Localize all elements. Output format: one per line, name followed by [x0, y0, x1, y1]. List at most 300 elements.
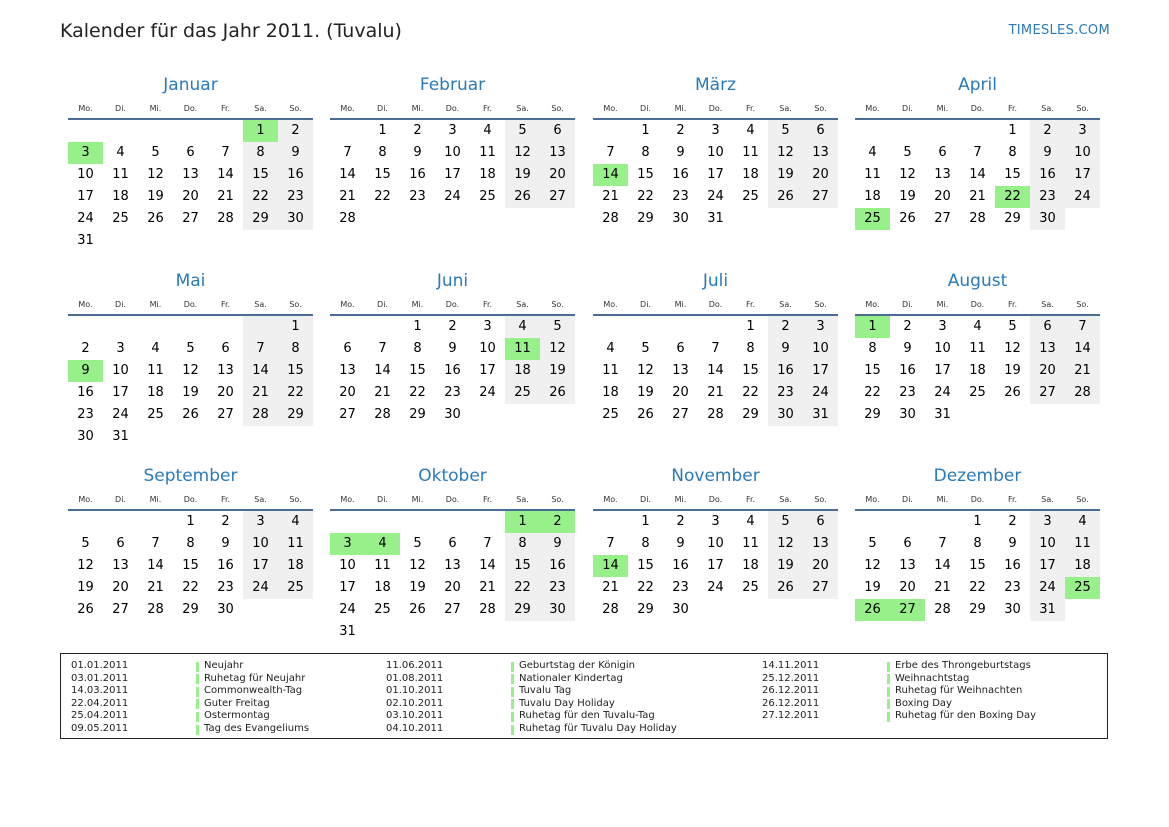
- weekday-label: Sa.: [779, 495, 792, 504]
- day-cell: 17: [339, 580, 356, 595]
- weekday-label: Mo.: [603, 104, 618, 113]
- day-cell: 21: [707, 385, 724, 400]
- day-cell: 11: [505, 338, 540, 360]
- day-cell: 7: [151, 536, 160, 551]
- day-cell: 10: [243, 533, 278, 555]
- empty-cell: [540, 208, 575, 230]
- day-cell: 15: [864, 363, 881, 378]
- day-cell: 15: [505, 555, 540, 577]
- day-cell: 9: [768, 338, 803, 360]
- weekday-label: Fr.: [482, 300, 493, 309]
- empty-cell: [803, 208, 838, 230]
- day-cell: 13: [803, 533, 838, 555]
- day-grid: [68, 316, 313, 448]
- day-cell: 21: [374, 385, 391, 400]
- month-5: [330, 266, 575, 426]
- month-8: [68, 461, 313, 621]
- empty-cell: [208, 316, 243, 338]
- day-cell: 28: [374, 407, 391, 422]
- day-cell: 6: [343, 341, 352, 356]
- day-cell: 27: [540, 186, 575, 208]
- empty-cell: [593, 120, 628, 142]
- day-cell: 6: [221, 341, 230, 356]
- month-name: Februar: [419, 75, 486, 95]
- empty-cell: [243, 426, 278, 448]
- day-cell: 3: [938, 319, 947, 334]
- day-cell: 7: [221, 145, 230, 160]
- holiday-legend: [60, 653, 1108, 739]
- weekday-label: Fr.: [745, 495, 756, 504]
- day-cell: 12: [899, 167, 916, 182]
- empty-cell: [365, 621, 400, 643]
- empty-cell: [68, 316, 103, 338]
- day-cell: 21: [969, 189, 986, 204]
- month-name: Januar: [163, 75, 218, 95]
- day-cell: 24: [707, 580, 724, 595]
- day-cell: 9: [903, 341, 912, 356]
- weekday-label: Sa.: [516, 104, 529, 113]
- empty-cell: [208, 230, 243, 252]
- legend-marker: [887, 699, 890, 709]
- day-cell: 16: [1030, 164, 1065, 186]
- day-cell: 22: [505, 577, 540, 599]
- day-cell: 29: [864, 407, 881, 422]
- day-cell: 12: [409, 558, 426, 573]
- empty-cell: [330, 120, 365, 142]
- empty-cell: [470, 621, 505, 643]
- empty-cell: [103, 230, 138, 252]
- day-cell: 20: [339, 385, 356, 400]
- day-cell: 6: [803, 120, 838, 142]
- day-cell: 26: [855, 599, 890, 621]
- month-11: [855, 461, 1100, 621]
- empty-cell: [243, 599, 278, 621]
- legend-marker: [196, 712, 199, 722]
- day-cell: 27: [803, 186, 838, 208]
- weekday-label: Mi.: [936, 495, 949, 504]
- legend-holiday-name: Ruhetag für Tuvalu Day Holiday: [519, 723, 677, 734]
- day-cell: 13: [672, 363, 689, 378]
- day-cell: 28: [969, 211, 986, 226]
- day-cell: 12: [637, 363, 654, 378]
- weekday-label: Fr.: [220, 495, 231, 504]
- month-name: September: [143, 466, 238, 486]
- weekday-label: Di.: [377, 300, 388, 309]
- day-cell: 28: [602, 211, 619, 226]
- legend-date: 14.03.2011: [71, 685, 129, 697]
- day-cell: 3: [1030, 511, 1065, 533]
- day-cell: 1: [505, 511, 540, 533]
- day-cell: 25: [855, 208, 890, 230]
- day-cell: 16: [217, 558, 234, 573]
- empty-cell: [138, 230, 173, 252]
- legend-marker: [196, 662, 199, 672]
- day-cell: 7: [483, 536, 492, 551]
- legend-date: 11.06.2011: [386, 660, 444, 671]
- empty-cell: [628, 316, 663, 338]
- legend-holiday-name: Weihnachtstag: [895, 672, 970, 684]
- empty-cell: [593, 511, 628, 533]
- empty-cell: [400, 511, 435, 533]
- month-3: [855, 70, 1100, 230]
- day-cell: 30: [444, 407, 461, 422]
- legend-marker: [196, 674, 199, 684]
- day-cell: 11: [1065, 533, 1100, 555]
- day-cell: 23: [768, 382, 803, 404]
- month-name: November: [671, 466, 760, 486]
- day-cell: 29: [1004, 211, 1021, 226]
- empty-cell: [330, 316, 365, 338]
- weekday-label: Di.: [902, 104, 913, 113]
- day-cell: 8: [505, 533, 540, 555]
- day-cell: 1: [186, 514, 195, 529]
- day-cell: 25: [374, 602, 391, 617]
- empty-cell: [768, 208, 803, 230]
- day-cell: 15: [969, 558, 986, 573]
- day-cell: 24: [112, 407, 129, 422]
- day-cell: 1: [973, 514, 982, 529]
- day-cell: 2: [413, 123, 422, 138]
- day-cell: 10: [803, 338, 838, 360]
- empty-cell: [208, 426, 243, 448]
- day-cell: 2: [81, 341, 90, 356]
- legend-holiday-name: Ruhetag für Weihnachten: [895, 685, 1023, 697]
- day-cell: 25: [742, 189, 759, 204]
- day-cell: 13: [540, 142, 575, 164]
- weekday-label: Do.: [183, 104, 198, 113]
- day-cell: 25: [742, 580, 759, 595]
- day-cell: 17: [1065, 164, 1100, 186]
- day-cell: 14: [593, 164, 628, 186]
- empty-cell: [925, 511, 960, 533]
- legend-holiday-name: Tuvalu Tag: [519, 685, 572, 697]
- legend-holiday-name: Neujahr: [204, 660, 244, 671]
- weekday-label: Mi.: [149, 104, 162, 113]
- legend-date: 04.10.2011: [386, 723, 444, 734]
- empty-cell: [173, 316, 208, 338]
- day-cell: 24: [77, 211, 94, 226]
- day-cell: 3: [711, 123, 720, 138]
- legend-holiday-name: Ruhetag für den Boxing Day: [895, 710, 1037, 722]
- empty-cell: [173, 426, 208, 448]
- day-cell: 5: [641, 341, 650, 356]
- weekday-label: Mi.: [149, 300, 162, 309]
- day-cell: 5: [413, 536, 422, 551]
- empty-cell: [540, 621, 575, 643]
- legend-date: 26.12.2011: [762, 685, 820, 697]
- day-grid: [330, 511, 575, 643]
- day-cell: 14: [217, 167, 234, 182]
- empty-cell: [1065, 599, 1100, 621]
- day-cell: 8: [641, 536, 650, 551]
- day-cell: 17: [707, 167, 724, 182]
- day-cell: 5: [81, 536, 90, 551]
- month-name: Juli: [702, 271, 729, 291]
- day-cell: 15: [409, 363, 426, 378]
- day-cell: 26: [768, 577, 803, 599]
- legend-holiday-name: Tuvalu Day Holiday: [519, 697, 615, 709]
- day-cell: 16: [768, 360, 803, 382]
- day-cell: 3: [803, 316, 838, 338]
- day-cell: 19: [147, 189, 164, 204]
- weekday-label: Di.: [640, 300, 651, 309]
- day-cell: 6: [448, 536, 457, 551]
- weekday-header: [593, 491, 838, 511]
- day-cell: 29: [742, 407, 759, 422]
- day-cell: 20: [540, 164, 575, 186]
- empty-cell: [365, 511, 400, 533]
- day-cell: 10: [77, 167, 94, 182]
- day-cell: 31: [1030, 599, 1065, 621]
- weekday-label: Mi.: [936, 300, 949, 309]
- day-cell: 23: [1004, 580, 1021, 595]
- empty-cell: [103, 316, 138, 338]
- month-name: Mai: [175, 271, 206, 291]
- month-2: [593, 70, 838, 230]
- legend-holiday-name: Geburtstag der Königin: [519, 660, 635, 671]
- day-cell: 19: [864, 580, 881, 595]
- day-cell: 20: [444, 580, 461, 595]
- day-cell: 21: [147, 580, 164, 595]
- empty-cell: [960, 404, 995, 426]
- day-grid: [593, 120, 838, 230]
- day-cell: 25: [479, 189, 496, 204]
- weekday-label: So.: [551, 300, 564, 309]
- empty-cell: [698, 316, 733, 338]
- day-cell: 28: [934, 602, 951, 617]
- legend-marker: [511, 662, 514, 672]
- day-cell: 11: [112, 167, 129, 182]
- day-grid: [593, 511, 838, 621]
- day-cell: 28: [217, 211, 234, 226]
- day-cell: 1: [413, 319, 422, 334]
- weekday-label: Sa.: [1041, 300, 1054, 309]
- day-grid: [330, 120, 575, 230]
- weekday-label: Mi.: [674, 300, 687, 309]
- weekday-label: Sa.: [779, 104, 792, 113]
- day-cell: 29: [409, 407, 426, 422]
- day-cell: 5: [1008, 319, 1017, 334]
- day-cell: 1: [243, 120, 278, 142]
- empty-cell: [400, 208, 435, 230]
- day-cell: 23: [77, 407, 94, 422]
- weekday-label: Mo.: [340, 300, 355, 309]
- day-cell: 27: [890, 599, 925, 621]
- day-cell: 30: [217, 602, 234, 617]
- empty-cell: [138, 511, 173, 533]
- day-cell: 12: [540, 338, 575, 360]
- day-cell: 1: [1008, 123, 1017, 138]
- day-cell: 23: [409, 189, 426, 204]
- day-cell: 30: [768, 404, 803, 426]
- empty-cell: [1065, 208, 1100, 230]
- legend-marker: [887, 674, 890, 684]
- day-cell: 8: [973, 536, 982, 551]
- day-cell: 31: [934, 407, 951, 422]
- legend-marker: [511, 687, 514, 697]
- weekday-label: Do.: [970, 300, 985, 309]
- day-cell: 12: [505, 142, 540, 164]
- day-cell: 4: [278, 511, 313, 533]
- day-cell: 28: [1065, 382, 1100, 404]
- legend-marker: [887, 687, 890, 697]
- day-cell: 29: [637, 211, 654, 226]
- day-cell: 20: [672, 385, 689, 400]
- day-cell: 22: [374, 189, 391, 204]
- day-cell: 27: [339, 407, 356, 422]
- day-cell: 3: [68, 142, 103, 164]
- legend-marker: [511, 712, 514, 722]
- day-cell: 22: [182, 580, 199, 595]
- weekday-label: Mi.: [411, 495, 424, 504]
- day-cell: 11: [742, 145, 759, 160]
- day-cell: 2: [1008, 514, 1017, 529]
- day-cell: 31: [339, 624, 356, 639]
- day-cell: 14: [147, 558, 164, 573]
- weekday-label: Do.: [970, 104, 985, 113]
- day-cell: 20: [803, 164, 838, 186]
- weekday-label: Mi.: [411, 104, 424, 113]
- day-cell: 7: [343, 145, 352, 160]
- day-cell: 22: [637, 580, 654, 595]
- weekday-label: Mo.: [340, 104, 355, 113]
- weekday-label: Fr.: [1007, 300, 1018, 309]
- day-cell: 29: [278, 404, 313, 426]
- day-cell: 10: [1030, 533, 1065, 555]
- day-cell: 4: [973, 319, 982, 334]
- month-name: Juni: [436, 271, 469, 291]
- day-cell: 24: [444, 189, 461, 204]
- site-link[interactable]: TIMESLES.COM: [1008, 23, 1110, 38]
- legend-holiday-name: Tag des Evangeliums: [204, 723, 310, 734]
- weekday-label: Di.: [377, 495, 388, 504]
- day-cell: 5: [768, 511, 803, 533]
- day-cell: 3: [711, 514, 720, 529]
- legend-holiday-name: Ostermontag: [204, 710, 270, 722]
- day-cell: 28: [339, 211, 356, 226]
- empty-cell: [593, 316, 628, 338]
- day-cell: 4: [151, 341, 160, 356]
- day-cell: 8: [278, 338, 313, 360]
- day-cell: 28: [243, 404, 278, 426]
- empty-cell: [1030, 404, 1065, 426]
- weekday-label: Di.: [640, 104, 651, 113]
- day-cell: 30: [1030, 208, 1065, 230]
- day-cell: 1: [746, 319, 755, 334]
- day-cell: 8: [243, 142, 278, 164]
- legend-date: 25.12.2011: [762, 672, 820, 684]
- day-cell: 15: [742, 363, 759, 378]
- day-cell: 4: [505, 316, 540, 338]
- weekday-label: Do.: [183, 300, 198, 309]
- day-cell: 29: [637, 602, 654, 617]
- day-cell: 15: [637, 558, 654, 573]
- day-cell: 25: [278, 577, 313, 599]
- day-cell: 14: [479, 558, 496, 573]
- weekday-label: Mo.: [78, 300, 93, 309]
- day-cell: 19: [899, 189, 916, 204]
- day-cell: 24: [1030, 577, 1065, 599]
- weekday-label: Mo.: [865, 495, 880, 504]
- day-cell: 8: [1008, 145, 1017, 160]
- day-cell: 11: [278, 533, 313, 555]
- weekday-label: So.: [814, 495, 827, 504]
- day-cell: 12: [1004, 341, 1021, 356]
- day-cell: 2: [768, 316, 803, 338]
- legend-date: 02.10.2011: [386, 697, 444, 709]
- day-cell: 22: [409, 385, 426, 400]
- legend-holiday-name: Erbe des Throngeburtstags: [895, 660, 1031, 671]
- empty-cell: [103, 120, 138, 142]
- day-cell: 13: [112, 558, 129, 573]
- month-4: [68, 266, 313, 448]
- weekday-label: So.: [551, 495, 564, 504]
- day-cell: 23: [444, 385, 461, 400]
- legend-date: 01.10.2011: [386, 685, 444, 697]
- day-cell: 25: [602, 407, 619, 422]
- day-cell: 28: [479, 602, 496, 617]
- empty-cell: [208, 120, 243, 142]
- day-cell: 15: [1004, 167, 1021, 182]
- day-cell: 3: [448, 123, 457, 138]
- day-cell: 29: [243, 208, 278, 230]
- day-cell: 1: [855, 316, 890, 338]
- day-cell: 14: [969, 167, 986, 182]
- day-cell: 21: [339, 189, 356, 204]
- day-cell: 19: [768, 555, 803, 577]
- day-cell: 20: [112, 580, 129, 595]
- empty-cell: [855, 120, 890, 142]
- day-cell: 1: [378, 123, 387, 138]
- day-cell: 20: [803, 555, 838, 577]
- day-cell: 7: [1065, 316, 1100, 338]
- empty-cell: [960, 120, 995, 142]
- weekday-label: Mi.: [674, 104, 687, 113]
- weekday-label: Fr.: [745, 300, 756, 309]
- weekday-label: So.: [1076, 495, 1089, 504]
- day-cell: 27: [672, 407, 689, 422]
- day-cell: 4: [746, 514, 755, 529]
- weekday-header: [593, 100, 838, 120]
- weekday-label: Do.: [708, 495, 723, 504]
- day-cell: 11: [864, 167, 881, 182]
- weekday-label: So.: [289, 104, 302, 113]
- weekday-label: Fr.: [482, 104, 493, 113]
- empty-cell: [68, 120, 103, 142]
- day-cell: 4: [483, 123, 492, 138]
- day-cell: 2: [278, 120, 313, 142]
- empty-cell: [173, 230, 208, 252]
- weekday-label: Di.: [902, 300, 913, 309]
- day-cell: 31: [112, 429, 129, 444]
- day-cell: 4: [365, 533, 400, 555]
- day-cell: 10: [707, 536, 724, 551]
- day-cell: 11: [147, 363, 164, 378]
- legend-marker: [887, 712, 890, 722]
- day-cell: 6: [903, 536, 912, 551]
- day-cell: 17: [112, 385, 129, 400]
- weekday-label: Fr.: [220, 104, 231, 113]
- day-cell: 14: [374, 363, 391, 378]
- day-cell: 23: [899, 385, 916, 400]
- day-cell: 24: [934, 385, 951, 400]
- day-cell: 13: [1030, 338, 1065, 360]
- empty-cell: [663, 316, 698, 338]
- day-cell: 6: [803, 511, 838, 533]
- day-cell: 4: [606, 341, 615, 356]
- day-cell: 18: [602, 385, 619, 400]
- day-cell: 8: [186, 536, 195, 551]
